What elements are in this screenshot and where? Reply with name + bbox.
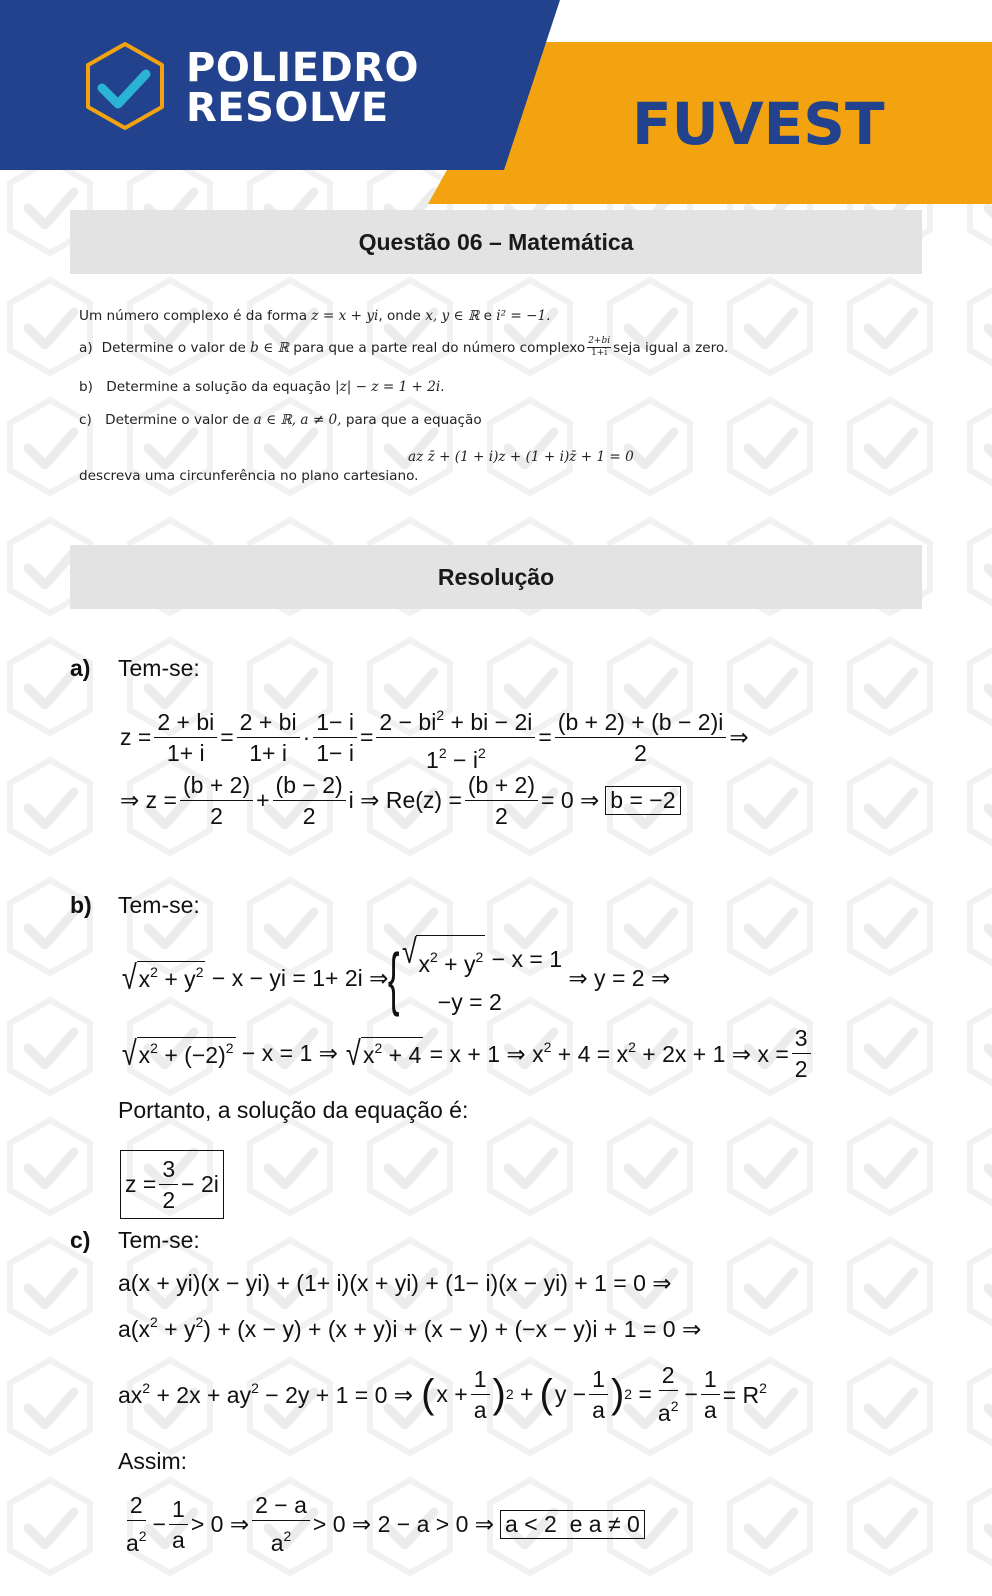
- part-c-line-1: a(x + yi)(x − yi) + (1+ i)(x + yi) + (1− i)(x − yi) + 1 = 0 ⇒: [118, 1270, 672, 1296]
- brand-line-2: RESOLVE: [186, 85, 389, 131]
- resolution-title: Resolução: [437, 563, 555, 590]
- part-c-conclusion: Assim:: [118, 1448, 187, 1474]
- part-c-intro: Tem-se:: [118, 1227, 200, 1253]
- part-c-label: c): [70, 1227, 91, 1253]
- part-c-line-3: $ax^2 + 2x + ay^2 - 2y + 1 = 0$ ⇒ ( x + $\frac{1}{a}$ ) 2 + ( y − $\frac{1}{a}$ ) 2 = $\frac{2}{a^2}$ − $\frac{1}{a}$ = $R^2$: [118, 1362, 767, 1426]
- question-equation: az z̄ + (1 + i)z + (1 + i)z̄ + 1 = 0: [408, 449, 634, 465]
- brand-name: [186, 45, 420, 131]
- part-c-answer: a < 2 e a ≠ 0: [500, 1510, 645, 1539]
- part-c-line-4: 2 $a^2$ − $\frac{1}{a}$ > 0 ⇒ 2 − a $a^2$ > 0 ⇒ 2 − a > 0 ⇒ a < 2 e a ≠ 0: [120, 1490, 645, 1558]
- brand-line-1: POLIEDRO: [186, 45, 420, 91]
- question-item-b: b) Determine a solução da equação |z| − z = 1 + 2i.: [79, 379, 445, 395]
- question-fraction: 2+bi 1+i: [588, 336, 611, 358]
- part-a-line-2: ⇒ z = $\frac{(b + 2)}{2}$ + $\frac{(b - 2)}{2}$ i ⇒ Re(z) = $\frac{(b + 2)}{2}$ = 0 ⇒ b = −2: [120, 770, 681, 831]
- resolution-title-bar: [70, 545, 922, 609]
- part-b-conclusion: Portanto, a solução da equação é:: [118, 1097, 469, 1123]
- question-item-c-end: descreva uma circunferência no plano cartesiano.: [79, 468, 419, 484]
- part-b-intro: Tem-se:: [118, 892, 200, 918]
- question-item-a: a) Determine o valor de b ∈ ℝ para que a parte real do número complexo 2+bi 1+i seja igual a zero.: [79, 336, 729, 358]
- part-a-line-1: z = $\frac{2 + bi}{1+ i}$ = $\frac{2 + bi}{1+ i}$ · $\frac{1- i}{1- i}$ = $\frac{2 - bi^2 + bi - 2i}{1^2 - i^2}$ = $\frac{(b + 2) + (b - 2)i}{2}$ ⇒: [120, 700, 749, 775]
- question-item-c: c) Determine o valor de a ∈ ℝ, a ≠ 0, para que a equação: [79, 412, 482, 428]
- question-intro: Um número complexo é da forma z = x + yi, onde x, y ∈ ℝ e i² = −1.: [79, 308, 551, 324]
- part-b-line-1: √ $x^2 + y^2$ − x − yi = 1+ 2i ⇒ { √ $x^2 + y^2$ − x = 1 −y = 2 ⇒ y = 2 ⇒: [121, 933, 671, 1017]
- part-a-answer: b = −2: [605, 786, 680, 815]
- part-b-line-2: √ $x^2 + (-2)^2$ − x = 1 ⇒ √ $x^2 + 4$ = x + 1 ⇒ $x^2 + 4 = x^2 + 2x + 1$ ⇒ x = $\frac{3}{2}$: [120, 1023, 814, 1084]
- part-a-intro: Tem-se:: [118, 655, 200, 681]
- part-a-label: a): [70, 655, 91, 681]
- shield-check-icon: [80, 40, 170, 132]
- part-b-label: b): [70, 892, 92, 918]
- question-title-bar: [70, 210, 922, 274]
- question-title: Questão 06 – Matemática: [358, 228, 634, 255]
- part-c-line-2: $a(x^2 + y^2) + (x - y) + (x + y)i + (x - y) + (-x - y)i + 1 = 0$ ⇒: [118, 1314, 702, 1342]
- exam-name: FUVEST: [632, 90, 885, 158]
- part-b-answer: z = $\frac{3}{2}$ − 2i: [120, 1150, 224, 1219]
